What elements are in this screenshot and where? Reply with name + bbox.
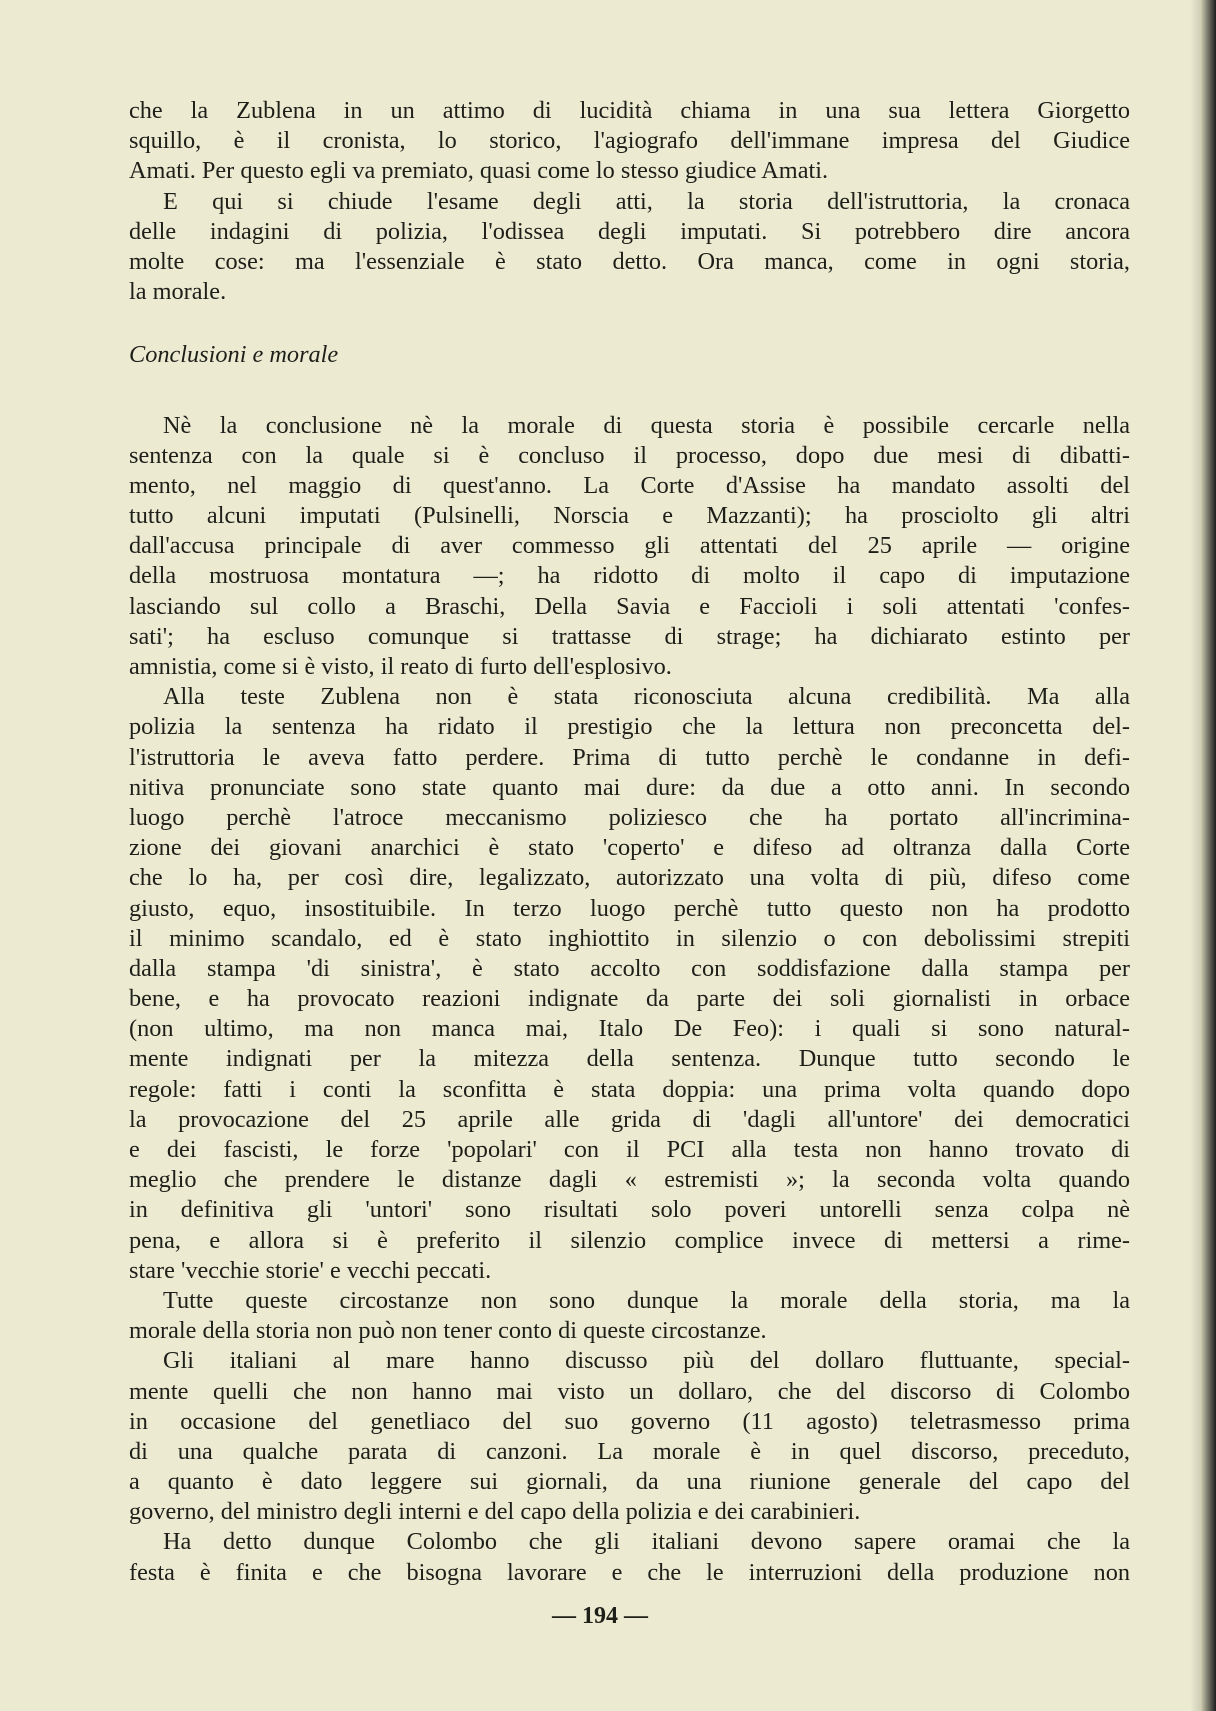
text-line: molte cose: ma l'essenziale è stato detto. Ora manca, come in ogni storia, bbox=[129, 247, 1130, 275]
text-line: stare 'vecchie storie' e vecchi peccati. bbox=[129, 1256, 492, 1284]
zublena-paragraph bbox=[129, 682, 1130, 1286]
text-line: la morale. bbox=[129, 278, 227, 306]
text-line: (non ultimo, ma non manca mai, Italo De Feo): i quali si sono natural- bbox=[129, 1015, 1130, 1043]
sentence-paragraph bbox=[129, 411, 1130, 683]
text-line: dall'accusa principale di aver commesso gli attentati del 25 aprile — origine bbox=[129, 532, 1130, 560]
text-line: che la Zublena in un attimo di lucidità chiama in una sua lettera Giorgetto bbox=[129, 97, 1130, 124]
text-line: Amati. Per questo egli va premiato, quasi come lo stesso giudice Amati. bbox=[129, 157, 829, 185]
circumstances-paragraph bbox=[129, 1286, 1130, 1346]
text-line: E qui si chiude l'esame degli atti, la storia dell'istruttoria, la cronaca bbox=[163, 187, 1130, 215]
text-line: Gli italiani al mare hanno discusso più del dollaro fluttuante, special- bbox=[163, 1347, 1130, 1375]
text-line: mento, nel maggio di quest'anno. La Corte d'Assise ha mandato assolti del bbox=[129, 471, 1130, 499]
text-line: festa è finita e che bisogna lavorare e che le interruzioni della produzione non bbox=[129, 1558, 1130, 1586]
text-line: della mostruosa montatura —; ha ridotto di molto il capo di imputazione bbox=[129, 562, 1130, 590]
colombo-paragraph bbox=[129, 1527, 1130, 1587]
text-line: regole: fatti i conti la sconfitta è stata doppia: una prima volta quando dopo bbox=[129, 1075, 1130, 1103]
text-line: sentenza con la quale si è concluso il processo, dopo due mesi di dibatti- bbox=[129, 441, 1130, 469]
text-line: a quanto è dato leggere sui giornali, da una riunione generale del capo del bbox=[129, 1468, 1130, 1496]
text-line: Tutte queste circostanze non sono dunque la morale della storia, ma la bbox=[163, 1286, 1130, 1314]
text-line: che lo ha, per così dire, legalizzato, autorizzato una volta di più, difeso come bbox=[129, 864, 1130, 892]
text-line: squillo, è il cronista, lo storico, l'agiografo dell'immane impresa del Giudice bbox=[129, 127, 1130, 155]
page-edge-shadow bbox=[1200, 0, 1216, 1711]
text-line: sati'; ha escluso comunque si trattasse di strage; ha dichiarato estinto per bbox=[129, 622, 1130, 650]
text-line: tutto alcuni imputati (Pulsinelli, Norscia e Mazzanti); ha prosciolto gli altri bbox=[129, 502, 1130, 530]
text-line: lasciando sul collo a Braschi, Della Savia e Faccioli i soli attentati 'confes- bbox=[129, 592, 1130, 620]
text-line: la provocazione del 25 aprile alle grida di 'dagli all'untore' dei democratici bbox=[129, 1105, 1130, 1133]
text-line: Nè la conclusione nè la morale di questa storia è possibile cercarle nella bbox=[163, 411, 1130, 439]
text-line: in occasione del genetliaco del suo governo (11 agosto) teletrasmesso prima bbox=[129, 1407, 1130, 1435]
text-line: il minimo scandalo, ed è stato inghiottito in silenzio o con debolissimi strepiti bbox=[129, 924, 1130, 952]
text-line: di una qualche parata di canzoni. La morale è in quel discorso, preceduto, bbox=[129, 1437, 1130, 1465]
italians-paragraph bbox=[129, 1346, 1130, 1527]
text-line: Ha detto dunque Colombo che gli italiani devono sapere oramai che la bbox=[163, 1528, 1130, 1556]
text-line: pena, e allora si è preferito il silenzio complice invece di mettersi a rime- bbox=[129, 1226, 1130, 1254]
text-line: mente quelli che non hanno mai visto un dollaro, che del discorso di Colombo bbox=[129, 1377, 1130, 1405]
text-line: meglio che prendere le distanze dagli « estremisti »; la seconda volta quando bbox=[129, 1166, 1130, 1194]
intro-paragraph bbox=[129, 96, 1130, 187]
text-line: zione dei giovani anarchici è stato 'coperto' e difeso ad oltranza dalla Corte bbox=[129, 834, 1130, 862]
text-line: Alla teste Zublena non è stata riconosciuta alcuna credibilità. Ma alla bbox=[163, 683, 1130, 711]
text-line: polizia la sentenza ha ridato il prestigio che la lettura non preconcetta del- bbox=[129, 713, 1130, 741]
text-line: l'istruttoria le aveva fatto perdere. Prima di tutto perchè le condanne in defi- bbox=[129, 743, 1130, 771]
text-line: nitiva pronunciate sono state quanto mai dure: da due a otto anni. In secondo bbox=[129, 773, 1130, 801]
text-line: e dei fascisti, le forze 'popolari' con il PCI alla testa non hanno trovato di bbox=[129, 1136, 1130, 1163]
text-line: morale della storia non può non tener conto di queste circostanze. bbox=[129, 1317, 767, 1345]
body-text bbox=[129, 96, 1130, 1588]
text-line: in definitiva gli 'untori' sono risultati solo poveri untorelli senza colpa nè bbox=[129, 1196, 1130, 1224]
section-heading: Conclusioni e morale bbox=[129, 341, 339, 369]
text-line: luogo perchè l'atroce meccanismo poliziesco che ha portato all'incrimina- bbox=[129, 803, 1130, 831]
text-line: bene, e ha provocato reazioni indignate da parte dei soli giornalisti in orbace bbox=[129, 985, 1130, 1013]
text-line: dalla stampa 'di sinistra', è stato accolto con soddisfazione dalla stampa per bbox=[129, 954, 1130, 982]
text-line: mente indignati per la mitezza della sentenza. Dunque tutto secondo le bbox=[129, 1045, 1130, 1073]
text-line: delle indagini di polizia, l'odissea degli imputati. Si potrebbero dire ancora bbox=[129, 217, 1130, 245]
text-line: governo, del ministro degli interni e del capo della polizia e dei carabinieri. bbox=[129, 1498, 861, 1526]
text-line: giusto, equo, insostituibile. In terzo luogo perchè tutto questo non ha prodotto bbox=[129, 894, 1130, 922]
text-line: amnistia, come si è visto, il reato di furto dell'esplosivo. bbox=[129, 653, 672, 680]
page-number: — 194 — bbox=[552, 1603, 648, 1629]
closing-paragraph bbox=[129, 187, 1130, 308]
